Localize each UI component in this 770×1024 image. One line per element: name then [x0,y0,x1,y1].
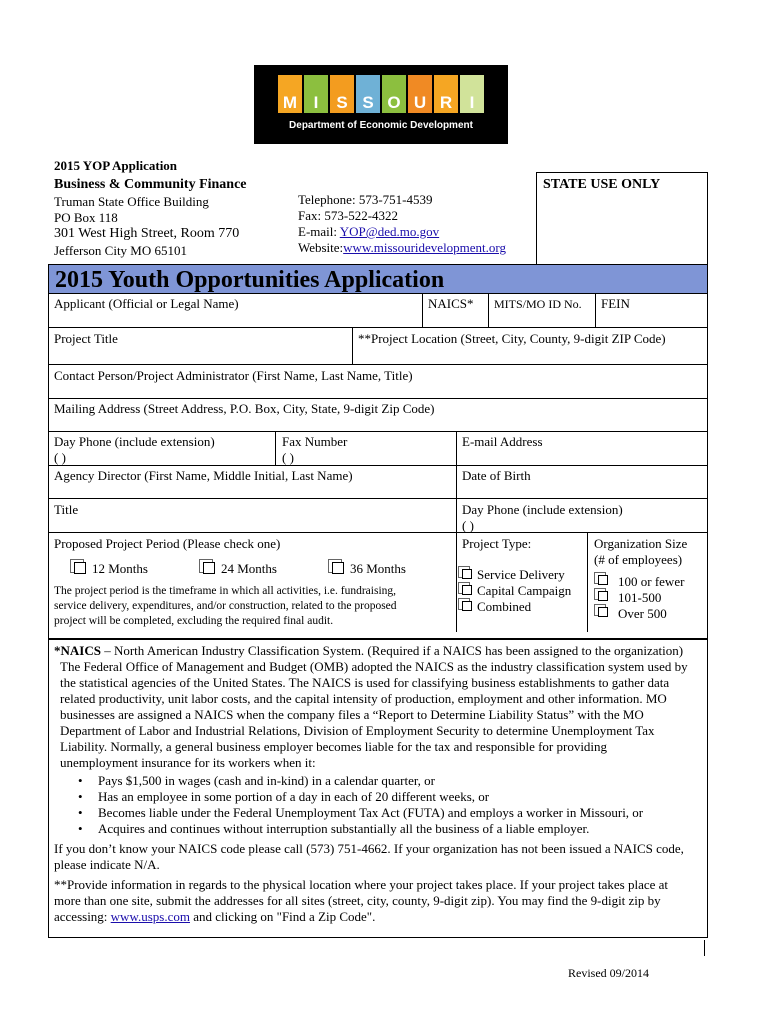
fein-label[interactable]: FEIN [601,296,630,311]
title-field-label[interactable]: Title [54,502,79,517]
naics-unknown-line: If you don’t know your NAICS code please call (573) 751-4662. If your organization has not been issued a NAICS code, [54,841,684,856]
logo-letter: U [413,93,427,112]
size-100-label: 100 or fewer [618,574,685,589]
form-title: 2015 Youth Opportunities Application [55,267,445,293]
application-year: 2015 YOP Application [54,158,178,173]
address-line-4: Jefferson City MO 65101 [54,243,188,258]
location-note [54,877,704,925]
capital-campaign-checkbox[interactable] [462,585,472,595]
bullet-item: • Acquires and continues without interruption substantially all the business of a liable employer. [68,821,704,837]
combined-label: Combined [477,599,532,614]
project-period-label: Proposed Project Period (Please check one) [54,536,281,551]
agency-director-label[interactable]: Agency Director (First Name, Middle Initial, Last Name) [54,468,353,483]
naics-body-line: The Federal Office of Management and Budget (OMB) adopted the NAICS as the industry classification system used by [60,659,688,674]
naics-body-line: related productivity, unit labor costs, and the capital intensity of production, employment and other information. MO [60,691,667,706]
access-line [54,909,704,925]
naics-first-line: – North American Industry Classification System. (Required if a NAICS has been assigned to the organization) [100,643,684,658]
email-line [298,224,439,239]
org-size-label: Organization Size [594,536,688,551]
logo-letter: S [336,93,348,112]
address-line-2: PO Box 118 [54,210,118,225]
naics-notes [54,643,704,925]
fax: Fax: 573-522-4322 [298,208,399,223]
project-title-label[interactable]: Project Title [54,331,118,346]
day-phone-label[interactable]: Day Phone (include extension) [54,434,215,449]
telephone: Telephone: 573-751-4539 [298,192,433,207]
capital-campaign-label: Capital Campaign [477,583,572,598]
project-location-label[interactable]: **Project Location (Street, City, County, 9-digit ZIP Code) [358,331,666,346]
size-101-500-checkbox[interactable] [598,591,608,601]
naics-unknown [54,841,704,873]
logo-letter-tile [304,75,328,113]
fax-paren: ( ) [282,450,294,465]
logo-letter-tile [278,75,302,113]
logo-tagline: Department of Economic Development [289,120,473,131]
combined-checkbox[interactable] [462,601,472,611]
revised-date: Revised 09/2014 [568,966,649,980]
liability-bullets [68,773,704,837]
bullet-item: • Has an employee in some portion of a day in each of 20 different weeks, or [68,789,704,805]
website-label: Website: [298,240,344,255]
size-101-500-label: 101-500 [618,590,662,605]
mits-label[interactable]: MITS/MO ID No. [494,297,582,311]
location-note-line: **Provide information in regards to the physical location where your project takes place. If your project takes place at [54,877,669,892]
period-12-label: 12 Months [92,561,148,576]
logo-letter-tile [434,75,458,113]
naics-body-line: Department of Labor and Industrial Relations, Division of Employment Security to determine Unemployment Tax [60,723,655,738]
size-over-500-checkbox[interactable] [598,607,608,617]
logo-letter: M [282,93,298,112]
logo-letter: S [362,93,374,112]
bullet-item: • Pays $1,500 in wages (cash and in-kind) in a calendar quarter, or [68,773,704,789]
logo-letter-tile [356,75,380,113]
contact-label[interactable]: Contact Person/Project Administrator (First Name, Last Name, Title) [54,368,413,383]
day-phone2-paren: ( ) [462,518,474,533]
logo-letter-tile [460,75,484,113]
period-24-label: 24 Months [221,561,277,576]
form-title-bar [49,265,707,293]
naics-heading: *NAICS [54,643,101,658]
naics-body-line: Liability. Normally, a general business employer becomes liable for the tax and responsible for providing [60,739,608,754]
website-line [298,240,506,255]
usps-link[interactable]: www.usps.com [110,909,190,924]
address-line-1: Truman State Office Building [54,194,209,209]
email-link[interactable]: YOP@ded.mo.gov [339,224,440,239]
naics-label[interactable]: NAICS* [428,296,474,311]
org-size-sublabel: (# of employees) [594,552,683,567]
missouri-logo [254,65,508,144]
naics-body-line: unemployment insurance for its workers when it: [60,755,316,770]
period-note-3: project will be completed, excluding the required final audit. [54,615,334,627]
naics-body-line: the statistical agencies of the United States. The NAICS is used for classifying business establishments to gather data [60,675,670,690]
department-name: Business & Community Finance [54,177,247,192]
logo-letter-tile [330,75,354,113]
logo-letters [278,75,484,113]
day-phone2-label[interactable]: Day Phone (include extension) [462,502,623,517]
naics-unknown-line: please indicate N/A. [54,857,160,872]
naics-body [54,659,704,771]
bullet-item: • Becomes liable under the Federal Unemployment Tax Act (FUTA) and employs a worker in Missouri, or [68,805,704,821]
date-of-birth-label[interactable]: Date of Birth [462,468,531,483]
email-label: E-mail: [298,224,340,239]
state-use-box [536,172,708,265]
email-field-label[interactable]: E-mail Address [462,434,543,449]
application-form [48,264,708,639]
day-phone-paren: ( ) [54,450,66,465]
access-pre: accessing: [54,909,111,924]
logo-letter: I [469,93,475,112]
logo-letter-tile [382,75,406,113]
size-over-500-label: Over 500 [618,606,667,621]
page-corner-mark [704,940,705,956]
applicant-label[interactable]: Applicant (Official or Legal Name) [54,296,239,311]
fax-label[interactable]: Fax Number [282,434,348,449]
access-post: and clicking on "Find a Zip Code". [190,909,376,924]
service-delivery-checkbox[interactable] [462,569,472,579]
state-use-label: STATE USE ONLY [543,177,661,192]
mailing-label[interactable]: Mailing Address (Street Address, P.O. Box, City, State, 9-digit Zip Code) [54,401,435,416]
period-note-1: The project period is the timeframe in which all activities, i.e. fundraising, [54,585,397,597]
logo-letter: R [439,93,453,112]
period-36-label: 36 Months [350,561,406,576]
naics-body-line: businesses are assigned a NAICS when the company files a “Report to Determine Liability Status” with the MO [60,707,644,722]
period-note-2: service delivery, expenditures, and/or construction, related to the proposed [54,600,397,612]
logo-letter: I [313,93,319,112]
period-12-checkbox[interactable] [74,562,86,574]
location-note-line: more than one site, submit the addresses for all sites (street, city, county, 9-digit zip). You may find the 9-digit zip by [54,893,661,908]
website-link[interactable]: www.missouridevelopment.org [343,240,507,255]
service-delivery-label: Service Delivery [477,567,565,582]
size-100-checkbox[interactable] [598,575,608,585]
naics-heading-line [54,643,704,659]
period-24-checkbox[interactable] [203,562,215,574]
address-line-3: 301 West High Street, Room 770 [54,226,240,241]
period-36-checkbox[interactable] [332,562,344,574]
project-type-label: Project Type: [462,536,532,551]
logo-letter: O [387,93,401,112]
logo-letter-tile [408,75,432,113]
